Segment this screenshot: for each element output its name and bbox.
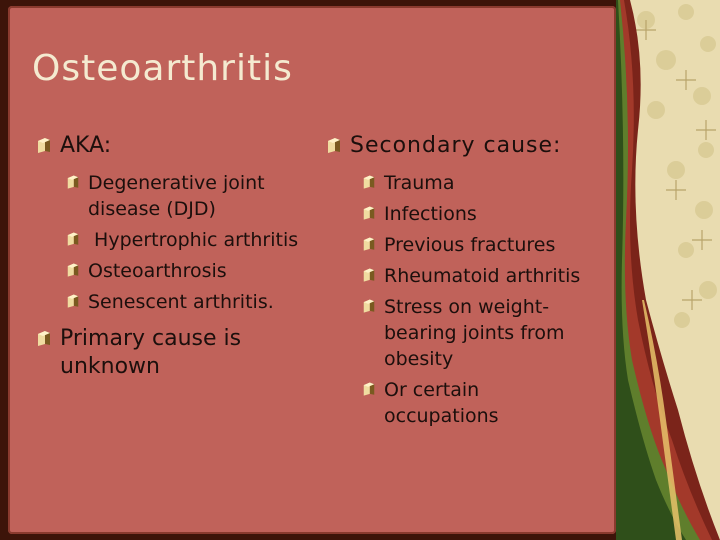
right-column bbox=[350, 132, 610, 434]
secondary-item-text: Stress on weight-bearing joints from obesity bbox=[384, 296, 565, 370]
primary-cause-text: Primary cause is unknown bbox=[60, 326, 242, 379]
bullet-icon bbox=[36, 137, 52, 154]
bullet-icon bbox=[362, 174, 376, 190]
slide-title: Osteoarthritis bbox=[32, 48, 293, 89]
list-item bbox=[88, 258, 318, 284]
list-item bbox=[88, 227, 318, 253]
content-panel bbox=[8, 6, 616, 534]
secondary-list bbox=[384, 170, 598, 429]
list-item bbox=[384, 232, 598, 258]
bullet-icon bbox=[36, 330, 52, 347]
secondary-item-text: Trauma bbox=[384, 172, 455, 194]
aka-item-text: Osteoarthrosis bbox=[88, 260, 227, 282]
aka-list bbox=[88, 170, 318, 315]
bullet-icon bbox=[362, 298, 376, 314]
list-item bbox=[384, 170, 598, 196]
bullet-icon bbox=[362, 381, 376, 397]
bullet-icon bbox=[362, 205, 376, 221]
decorative-art bbox=[616, 0, 720, 540]
aka-heading bbox=[60, 132, 320, 160]
aka-label: AKA: bbox=[60, 133, 112, 158]
left-column bbox=[60, 132, 320, 381]
secondary-item-text: Rheumatoid arthritis bbox=[384, 265, 581, 287]
secondary-item-text: Previous fractures bbox=[384, 234, 556, 256]
aka-item-text: Hypertrophic arthritis bbox=[88, 229, 299, 251]
bullet-icon bbox=[362, 267, 376, 283]
list-item bbox=[384, 377, 598, 429]
bullet-icon bbox=[66, 293, 80, 309]
secondary-heading bbox=[350, 132, 610, 160]
aka-item-text: Degenerative joint disease (DJD) bbox=[88, 172, 265, 220]
secondary-item-text: Infections bbox=[384, 203, 477, 225]
bullet-icon bbox=[362, 236, 376, 252]
bullet-icon bbox=[66, 262, 80, 278]
aka-item-text: Senescent arthritis. bbox=[88, 291, 274, 313]
list-item bbox=[88, 170, 318, 222]
secondary-item-text: Or certain occupations bbox=[384, 379, 499, 427]
list-item bbox=[384, 294, 598, 372]
list-item bbox=[384, 201, 598, 227]
list-item bbox=[384, 263, 598, 289]
list-item bbox=[88, 289, 318, 315]
bullet-icon bbox=[66, 174, 80, 190]
primary-cause bbox=[60, 325, 310, 381]
bullet-icon bbox=[66, 231, 80, 247]
bullet-icon bbox=[326, 137, 342, 154]
secondary-label: Secondary cause: bbox=[350, 133, 562, 158]
